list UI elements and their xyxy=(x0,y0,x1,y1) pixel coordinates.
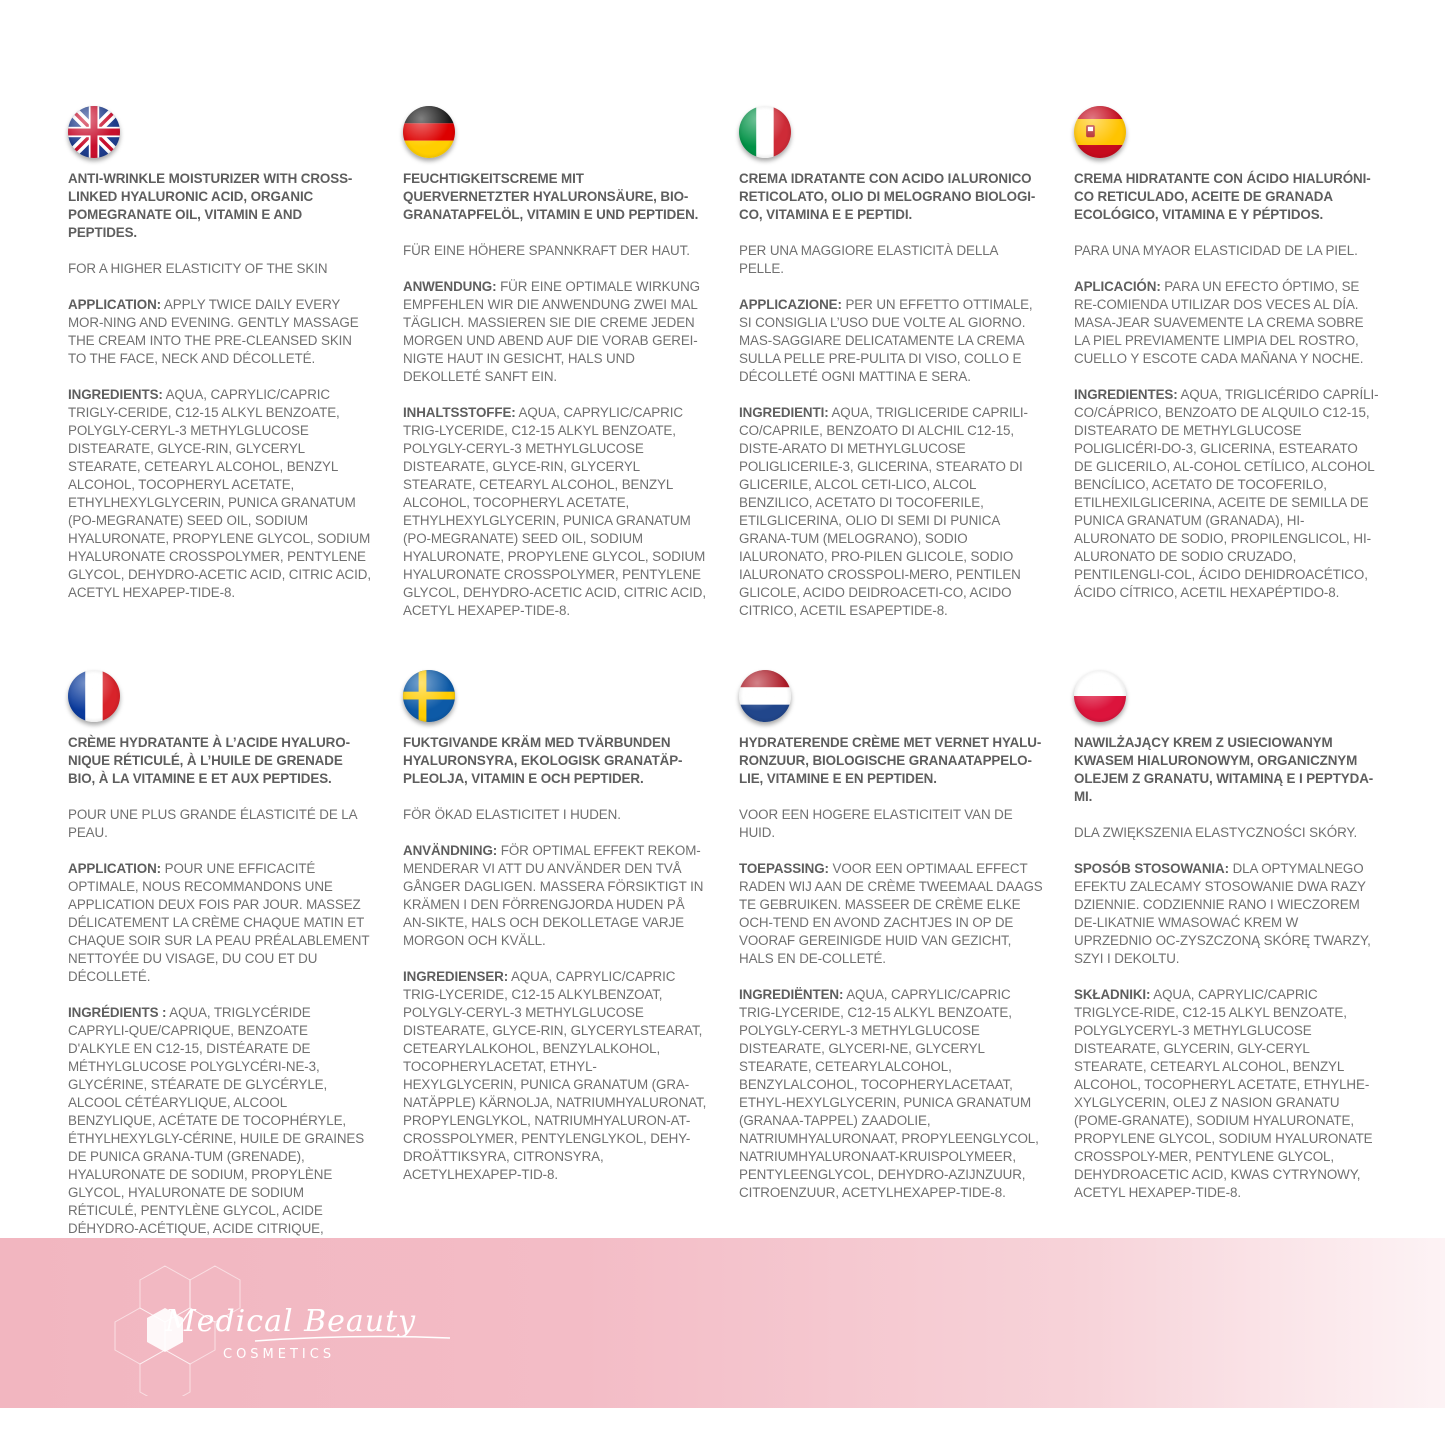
application-text xyxy=(68,860,373,986)
ingredients-body: AQUA, TRIGLICERIDE CAPRILI-CO/CAPRILE, BENZOATO DI ALCHIL C12-15, DISTE-ARATO DI METHYLGLUCOSE POLIGLICERILE-3, GLICERINA, STEARATO DI GLICERILE, ALCOL CETI-LICO, ALCOL BENZILICO, ACETATO DI TOCOFERILE, ETILGLICERINA, OLIO DI SEMI DI PUNICA GRANA-TUM (MELOGRANO), SODIO IALURONATO, PRO-PILEN GLICOLE, SODIO IALURONATO CROSSPOLI-MERO, PENTILEN GLICOLE, ACIDO DEIDROACETI-CO, ACIDO CITRICO, ACETIL ESAPEPTIDE-8. xyxy=(739,405,1028,618)
application-label: APPLICATION: xyxy=(68,861,162,876)
product-subtitle: PER UNA MAGGIORE ELASTICITÀ DELLA PELLE. xyxy=(739,243,998,276)
uk-flag-icon xyxy=(68,106,120,158)
product-subtitle: VOOR EEN HOGERE ELASTICITEIT VAN DE HUID. xyxy=(739,807,1013,840)
ingredients-text xyxy=(739,404,1044,620)
ingredients-body: AQUA, CAPRYLIC/CAPRIC TRIG-LYCERIDE, C12-15 ALKYL BENZOATE, POLYGLY-CERYL-3 METHYLGLUCOSE DISTEARATE, GLYCERI-NE, GLYCERYL STEARATE, CETEARYLALCOHOL, BENZYLALCOHOL, TOCOPHERYLACETAAT, ETHYL-HEXYLGLYCERIN, PUNICA GRANATUM (GRANAA-TAPPEL) ZAADOLIE, NATRIUMHYALURONAAT, PROPYLEENGLYCOL, NATRIUMHYALURONAAT-KRUISPOLYMEER, PENTYLEENGLYCOL, DEHYDRO-AZIJNZUUR, CITROENZUUR, ACETYLHEXAPEP-TIDE-8. xyxy=(739,987,1039,1200)
column-french xyxy=(68,670,373,1256)
product-title: FEUCHTIGKEITSCREME MIT QUERVERNETZTER HYALURONSÄURE, BIO-GRANATAPFELÖL, VITAMIN E UND PEPTIDEN. xyxy=(403,171,699,222)
application-text xyxy=(739,860,1044,968)
product-title: CREMA HIDRATANTE CON ÁCIDO HIALURÓNI-CO RETICULADO, ACEITE DE GRANADA ECOLÓGICO, VITAMINA E Y PÉPTIDOS. xyxy=(1074,171,1371,222)
application-text xyxy=(403,842,708,950)
application-body: FÖR OPTIMAL EFFEKT REKOM-MENDERAR VI ATT DU ANVÄNDER DEN TVÅ GÅNGER DAGLIGEN. MASSERA FÖRSIKTIGT IN KRÄMEN I DEN FÖRRENGJORDA HUDEN PÅ AN-SIKTE, HALS OCH DEKOLLETAGE VARJE MORGON OCH KVÄLL. xyxy=(403,843,704,948)
column-polish xyxy=(1074,670,1379,1202)
product-subtitle: POUR UNE PLUS GRANDE ÉLASTICITÉ DE LA PEAU. xyxy=(68,807,357,840)
application-label: SPOSÓB STOSOWANIA: xyxy=(1074,861,1229,876)
product-subtitle: DLA ZWIĘKSZENIA ELASTYCZNOŚCI SKÓRY. xyxy=(1074,825,1358,840)
ingredients-text xyxy=(1074,986,1379,1202)
application-label: APLICACIÓN: xyxy=(1074,279,1161,294)
product-title: CREMA IDRATANTE CON ACIDO IALURONICO RETICOLATO, OLIO DI MELOGRANO BIOLOGI-CO, VITAMINA E E PEPTIDI. xyxy=(739,171,1036,222)
ingredients-label: INGREDIËNTEN: xyxy=(739,987,844,1002)
ingredients-label: INGREDIENTS: xyxy=(68,387,163,402)
application-text xyxy=(739,296,1044,386)
germany-flag-icon xyxy=(403,106,455,158)
ingredients-body: AQUA, CAPRYLIC/CAPRIC TRIGLY-CERIDE, C12-15 ALKYL BENZOATE, POLYGLY-CERYL-3 METHYLGLUCOSE DISTEARATE, GLYCE-RIN, GLYCERYL STEARATE, CETEARYL ALCOHOL, BENZYL ALCOHOL, TOCOPHERYL ACETATE, ETHYLHEXYLGLYCERIN, PUNICA GRANATUM (PO-MEGRANATE) SEED OIL, SODIUM HYALURONATE, PROPYLENE GLYCOL, SODIUM HYALURONATE CROSSPOLYMER, PENTYLENE GLYCOL, DEHYDRO-ACETIC ACID, CITRIC ACID, ACETYL HEXAPEP-TIDE-8. xyxy=(68,387,371,600)
application-text xyxy=(1074,860,1379,968)
application-label: APPLICATION: xyxy=(68,297,162,312)
application-label: TOEPASSING: xyxy=(739,861,829,876)
ingredients-label: INHALTSSTOFFE: xyxy=(403,405,516,420)
ingredients-label: INGREDIENSER: xyxy=(403,969,509,984)
product-subtitle: PARA UNA MYAOR ELASTICIDAD DE LA PIEL. xyxy=(1074,243,1358,258)
application-body: PER UN EFFETTO OTTIMALE, SI CONSIGLIA L’USO DUE VOLTE AL GIORNO. MAS-SAGGIARE DELICATAMENTE LA CREMA SULLA PELLE PRE-PULITA DI VISO, COLLO E DÉCOLLETÉ OGNI MATTINA E SERA. xyxy=(739,297,1033,384)
ingredients-label: INGREDIENTES: xyxy=(1074,387,1178,402)
column-italian xyxy=(739,106,1044,620)
ingredients-body: AQUA, CAPRYLIC/CAPRIC TRIG-LYCERIDE, C12-15 ALKYL BENZOATE, POLYGLY-CERYL-3 METHYLGLUCOSE DISTEARATE, GLYCE-RIN, GLYCERYL STEARATE, CETEARYL ALCOHOL, BENZYL ALCOHOL, TOCOPHERYL ACETATE, ETHYLHEXYLGLYCERIN, PUNICA GRANATUM (PO-MEGRANATE) SEED OIL, SODIUM HYALURONATE, PROPYLENE GLYCOL, SODIUM HYALURONATE CROSSPOLYMER, PENTYLENE GLYCOL, DEHYDRO-ACETIC ACID, CITRIC ACID, ACETYL HEXAPEP-TIDE-8. xyxy=(403,405,706,618)
ingredients-body: AQUA, TRIGLYCÉRIDE CAPRYLI-QUE/CAPRIQUE, BENZOATE D'ALKYLE EN C12-15, DISTÉARATE DE MÉTHYLGLUCOSE POLYGLYCÉRI-NE-3, GLYCÉRINE, STÉARATE DE GLYCÉRYLE, ALCOOL CÉTÉARYLIQUE, ALCOOL BENZYLIQUE, ACÉTATE DE TOCOPHÉRYLE, ÉTHYLHEXYLGLY-CÉRINE, HUILE DE GRAINES DE PUNICA GRANA-TUM (GRENADE), HYALURONATE DE SODIUM, PROPYLÈNE GLYCOL, HYALURONATE DE SODIUM RÉTICULÉ, PENTYLÈNE GLYCOL, ACIDE DÉHYDRO-ACÉTIQUE, ACIDE CITRIQUE, xyxy=(68,1005,365,1236)
product-subtitle: FOR A HIGHER ELASTICITY OF THE SKIN xyxy=(68,261,328,276)
product-subtitle: FÜR EINE HÖHERE SPANNKRAFT DER HAUT. xyxy=(403,243,690,258)
product-title: CRÈME HYDRATANTE À L’ACIDE HYALURO-NIQUE RÉTICULÉ, À L’HUILE DE GRENADE BIO, À LA VITAMINE E ET AUX PEPTIDES. xyxy=(68,735,350,786)
poland-flag-icon xyxy=(1074,670,1126,722)
ingredients-text xyxy=(403,968,708,1184)
application-text xyxy=(1074,278,1379,368)
brand-script: Medical Beauty xyxy=(165,1304,417,1339)
application-body: PARA UN EFECTO ÓPTIMO, SE RE-COMIENDA UTILIZAR DOS VECES AL DÍA. MASA-JEAR SUAVEMENTE LA CREMA SOBRE LA PIEL PREVIAMENTE LIMPIA DEL ROSTRO, CUELLO Y ESCOTE CADA MAÑANA Y NOCHE. xyxy=(1074,279,1364,366)
france-flag-icon xyxy=(68,670,120,722)
ingredients-body: AQUA, CAPRYLIC/CAPRIC TRIG-LYCERIDE, C12-15 ALKYLBENZOAT, POLYGLY-CERYL-3 METHYLGLUCOSE DISTEARATE, GLYCE-RIN, GLYCERYLSTEARAT, CETEARYLALKOHOL, BENZYLALKOHOL, TOCOPHERYLACETAT, ETHYL-HEXYLGLYCERIN, PUNICA GRANATUM (GRA-NATÄPPLE) KÄRNOLJA, NATRIUMHYALURONAT, PROPYLENGLYKOL, NATRIUMHYALURON-AT-CROSSPOLYMER, PENTYLENGLYKOL, DEHY-DROÄTTIKSYRA, CITRONSYRA, ACETYLHEXAPEP-TID-8. xyxy=(403,969,707,1182)
footer-band xyxy=(0,1238,1445,1408)
netherlands-flag-icon xyxy=(739,670,791,722)
brand-subtitle: COSMETICS xyxy=(223,1347,336,1362)
ingredients-text xyxy=(68,1004,373,1256)
column-spanish xyxy=(1074,106,1379,602)
italy-flag-icon xyxy=(739,106,791,158)
ingredients-text xyxy=(1074,386,1379,602)
application-body: VOOR EEN OPTIMAAL EFFECT RADEN WIJ AAN DE CRÈME TWEEMAAL DAAGS TE GEBRUIKEN. MASSEER DE CRÈME ELKE OCH-TEND EN AVOND ZACHTJES IN OP DE VOORAF GEREINIGDE HUID VAN GEZICHT, HALS EN DE-COLLETÉ. xyxy=(739,861,1043,966)
ingredients-label: INGREDIENTI: xyxy=(739,405,829,420)
product-subtitle: FÖR ÖKAD ELASTICITET I HUDEN. xyxy=(403,807,621,822)
sweden-flag-icon xyxy=(403,670,455,722)
spain-flag-icon xyxy=(1074,106,1126,158)
application-body: APPLY TWICE DAILY EVERY MOR-NING AND EVENING. GENTLY MASSAGE THE CREAM INTO THE PRE-CLEANSED SKIN TO THE FACE, NECK AND DÉCOLLETÉ. xyxy=(68,297,359,366)
column-english xyxy=(68,106,373,602)
ingredients-text xyxy=(403,404,708,620)
ingredients-label: SKŁADNIKI: xyxy=(1074,987,1151,1002)
brand-logo xyxy=(105,1246,465,1396)
application-label: ANWENDUNG: xyxy=(403,279,497,294)
column-swedish xyxy=(403,670,708,1184)
application-label: APPLICAZIONE: xyxy=(739,297,842,312)
ingredients-text xyxy=(739,986,1044,1202)
application-text xyxy=(403,278,708,386)
column-dutch xyxy=(739,670,1044,1202)
ingredients-body: AQUA, TRIGLICÉRIDO CAPRÍLI-CO/CÁPRICO, BENZOATO DE ALQUILO C12-15, DISTEARATO DE METHYLGLUCOSE POLIGLICÉRI-DO-3, GLICERINA, ESTEARATO DE GLICERILO, AL-COHOL CETÍLICO, ALCOHOL BENCÍLICO, ACETATO DE TOCOFERILO, ETILHEXILGLICERINA, ACEITE DE SEMILLA DE PUNICA GRANATUM (GRANADA), HI-ALURONATO DE SODIO, PROPILENGLICOL, HI-ALURONATO DE SODIO CRUZADO, PENTILENGLI-COL, ÁCIDO DEHIDROACÉTICO, ÁCIDO CÍTRICO, ACETIL HEXAPÉPTIDO-8. xyxy=(1074,387,1379,600)
column-german xyxy=(403,106,708,620)
ingredients-body: AQUA, CAPRYLIC/CAPRIC TRIGLYCE-RIDE, C12-15 ALKYL BENZOATE, POLYGLYCERYL-3 METHYLGLUCOSE DISTEARATE, GLYCERIN, GLY-CERYL STEARATE, CETEARYL ALCOHOL, BENZYL ALCOHOL, TOCOPHERYL ACETATE, ETHYLHE-XYLGLYCERIN, OLEJ Z NASION GRANATU (POME-GRANATE), SODIUM HYALURONATE, PROPYLENE GLYCOL, SODIUM HYALURONATE CROSSPOLY-MER, PENTYLENE GLYCOL, DEHYDROACETIC ACID, KWAS CYTRYNOWY, ACETYL HEXAPEP-TIDE-8. xyxy=(1074,987,1373,1200)
product-title: FUKTGIVANDE KRÄM MED TVÄRBUNDEN HYALURONSYRA, EKOLOGISK GRANATÄP-PLEOLJA, VITAMIN E OCH PEPTIDER. xyxy=(403,735,683,786)
product-title: HYDRATERENDE CRÈME MET VERNET HYALU-RONZUUR, BIOLOGISCHE GRANAATAPPELO-LIE, VITAMINE E EN PEPTIDEN. xyxy=(739,735,1042,786)
ingredients-text xyxy=(68,386,373,602)
application-body: POUR UNE EFFICACITÉ OPTIMALE, NOUS RECOMMANDONS UNE APPLICATION DEUX FOIS PAR JOUR. MASSEZ DÉLICATEMENT LA CRÈME CHAQUE MATIN ET CHAQUE SOIR SUR LA PEAU PRÉALABLEMENT NETTOYÉE DU VISAGE, DU COU ET DU DÉCOLLETÉ. xyxy=(68,861,370,984)
application-body: FÜR EINE OPTIMALE WIRKUNG EMPFEHLEN WIR DIE ANWENDUNG ZWEI MAL TÄGLICH. MASSIEREN SIE DIE CREME JEDEN MORGEN UND ABEND AUF DIE VORAB GEREI-NIGTE HAUT IN GESICHT, HALS UND DEKOLLETÉ SANFT EIN. xyxy=(403,279,700,384)
product-title: ANTI-WRINKLE MOISTURIZER WITH CROSS-LINKED HYALURONIC ACID, ORGANIC POMEGRANATE OIL, VITAMIN E AND PEPTIDES. xyxy=(68,171,353,240)
product-title: NAWILŻAJĄCY KREM Z USIECIOWANYM KWASEM HIALURONOWYM, ORGANICZNYM OLEJEM Z GRANATU, WITAMINĄ E I PEPTYDA-MI. xyxy=(1074,735,1374,804)
ingredients-label: INGRÉDIENTS : xyxy=(68,1005,167,1020)
application-label: ANVÄNDNING: xyxy=(403,843,498,858)
application-text xyxy=(68,296,373,368)
application-body: DLA OPTYMALNEGO EFEKTU ZALECAMY STOSOWANIE DWA RAZY DZIENNIE. CODZIENNIE RANO I WIECZOREM DE-LIKATNIE WMASOWAĆ KREM W UPRZEDNIO OC-ZYSZCZONĄ SKÓRĘ TWARZY, SZYI I DEKOLTU. xyxy=(1074,861,1371,966)
